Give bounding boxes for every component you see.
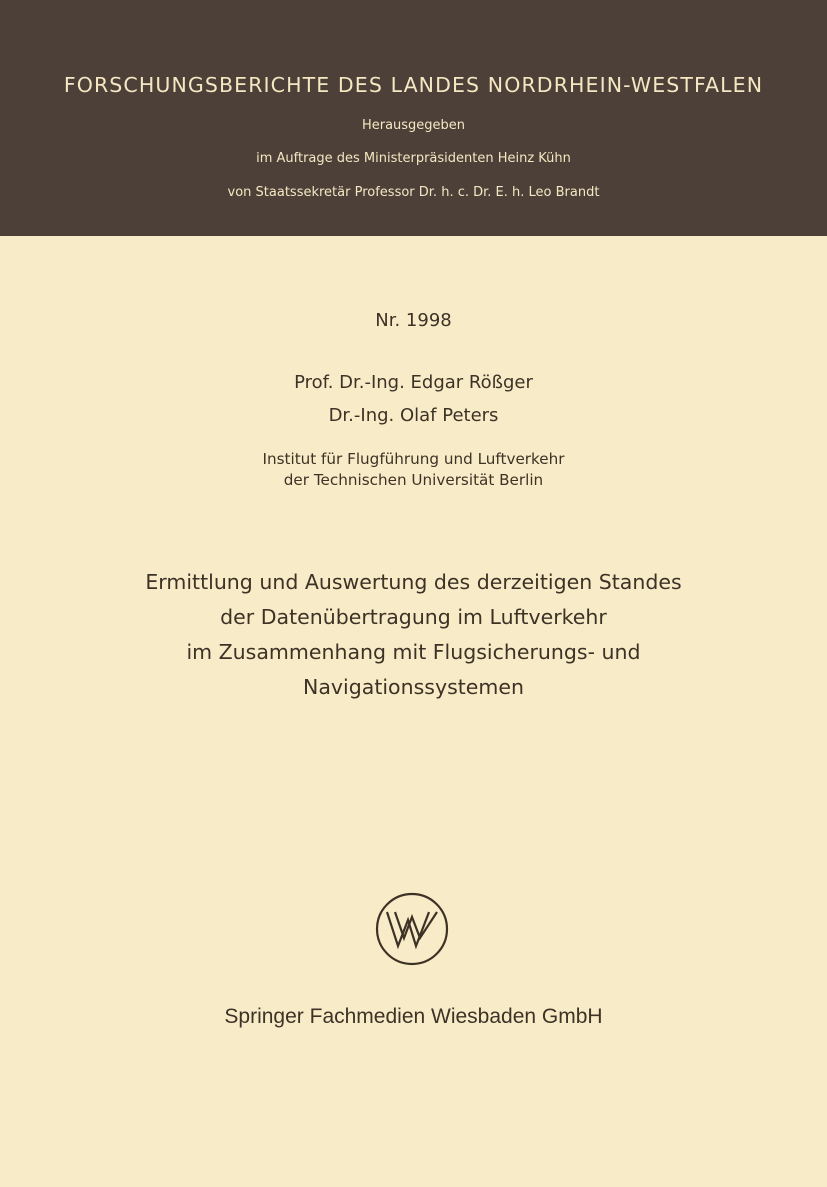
commission-line: im Auftrage des Ministerpräsidenten Heinz Kühn bbox=[256, 151, 571, 166]
author-primary: Prof. Dr.-Ing. Edgar Rößger bbox=[294, 372, 533, 393]
title-line-3: im Zusammenhang mit Flugsicherungs- und bbox=[186, 640, 641, 664]
title-line-1: Ermittlung und Auswertung des derzeitigen Standes bbox=[145, 570, 682, 594]
publisher-name: Springer Fachmedien Wiesbaden GmbH bbox=[224, 1005, 603, 1028]
series-title: FORSCHUNGSBERICHTE DES LANDES NORDRHEIN-WESTFALEN bbox=[63, 73, 764, 97]
institute-line-1: Institut für Flugführung und Luftverkehr bbox=[262, 450, 565, 468]
report-number: Nr. 1998 bbox=[375, 310, 452, 331]
series-header-band bbox=[0, 0, 827, 236]
author-secondary: Dr.-Ing. Olaf Peters bbox=[328, 405, 499, 426]
publisher-logo-icon bbox=[374, 891, 450, 967]
institute-line-2: der Technischen Universität Berlin bbox=[283, 471, 544, 489]
book-title bbox=[0, 565, 827, 705]
title-line-4: Navigationssystemen bbox=[303, 675, 524, 699]
editor-label: Herausgegeben bbox=[361, 118, 466, 133]
title-line-2: der Datenübertragung im Luftverkehr bbox=[220, 605, 607, 629]
secretary-line: von Staatssekretär Professor Dr. h. c. Dr. E. h. Leo Brandt bbox=[227, 185, 600, 200]
